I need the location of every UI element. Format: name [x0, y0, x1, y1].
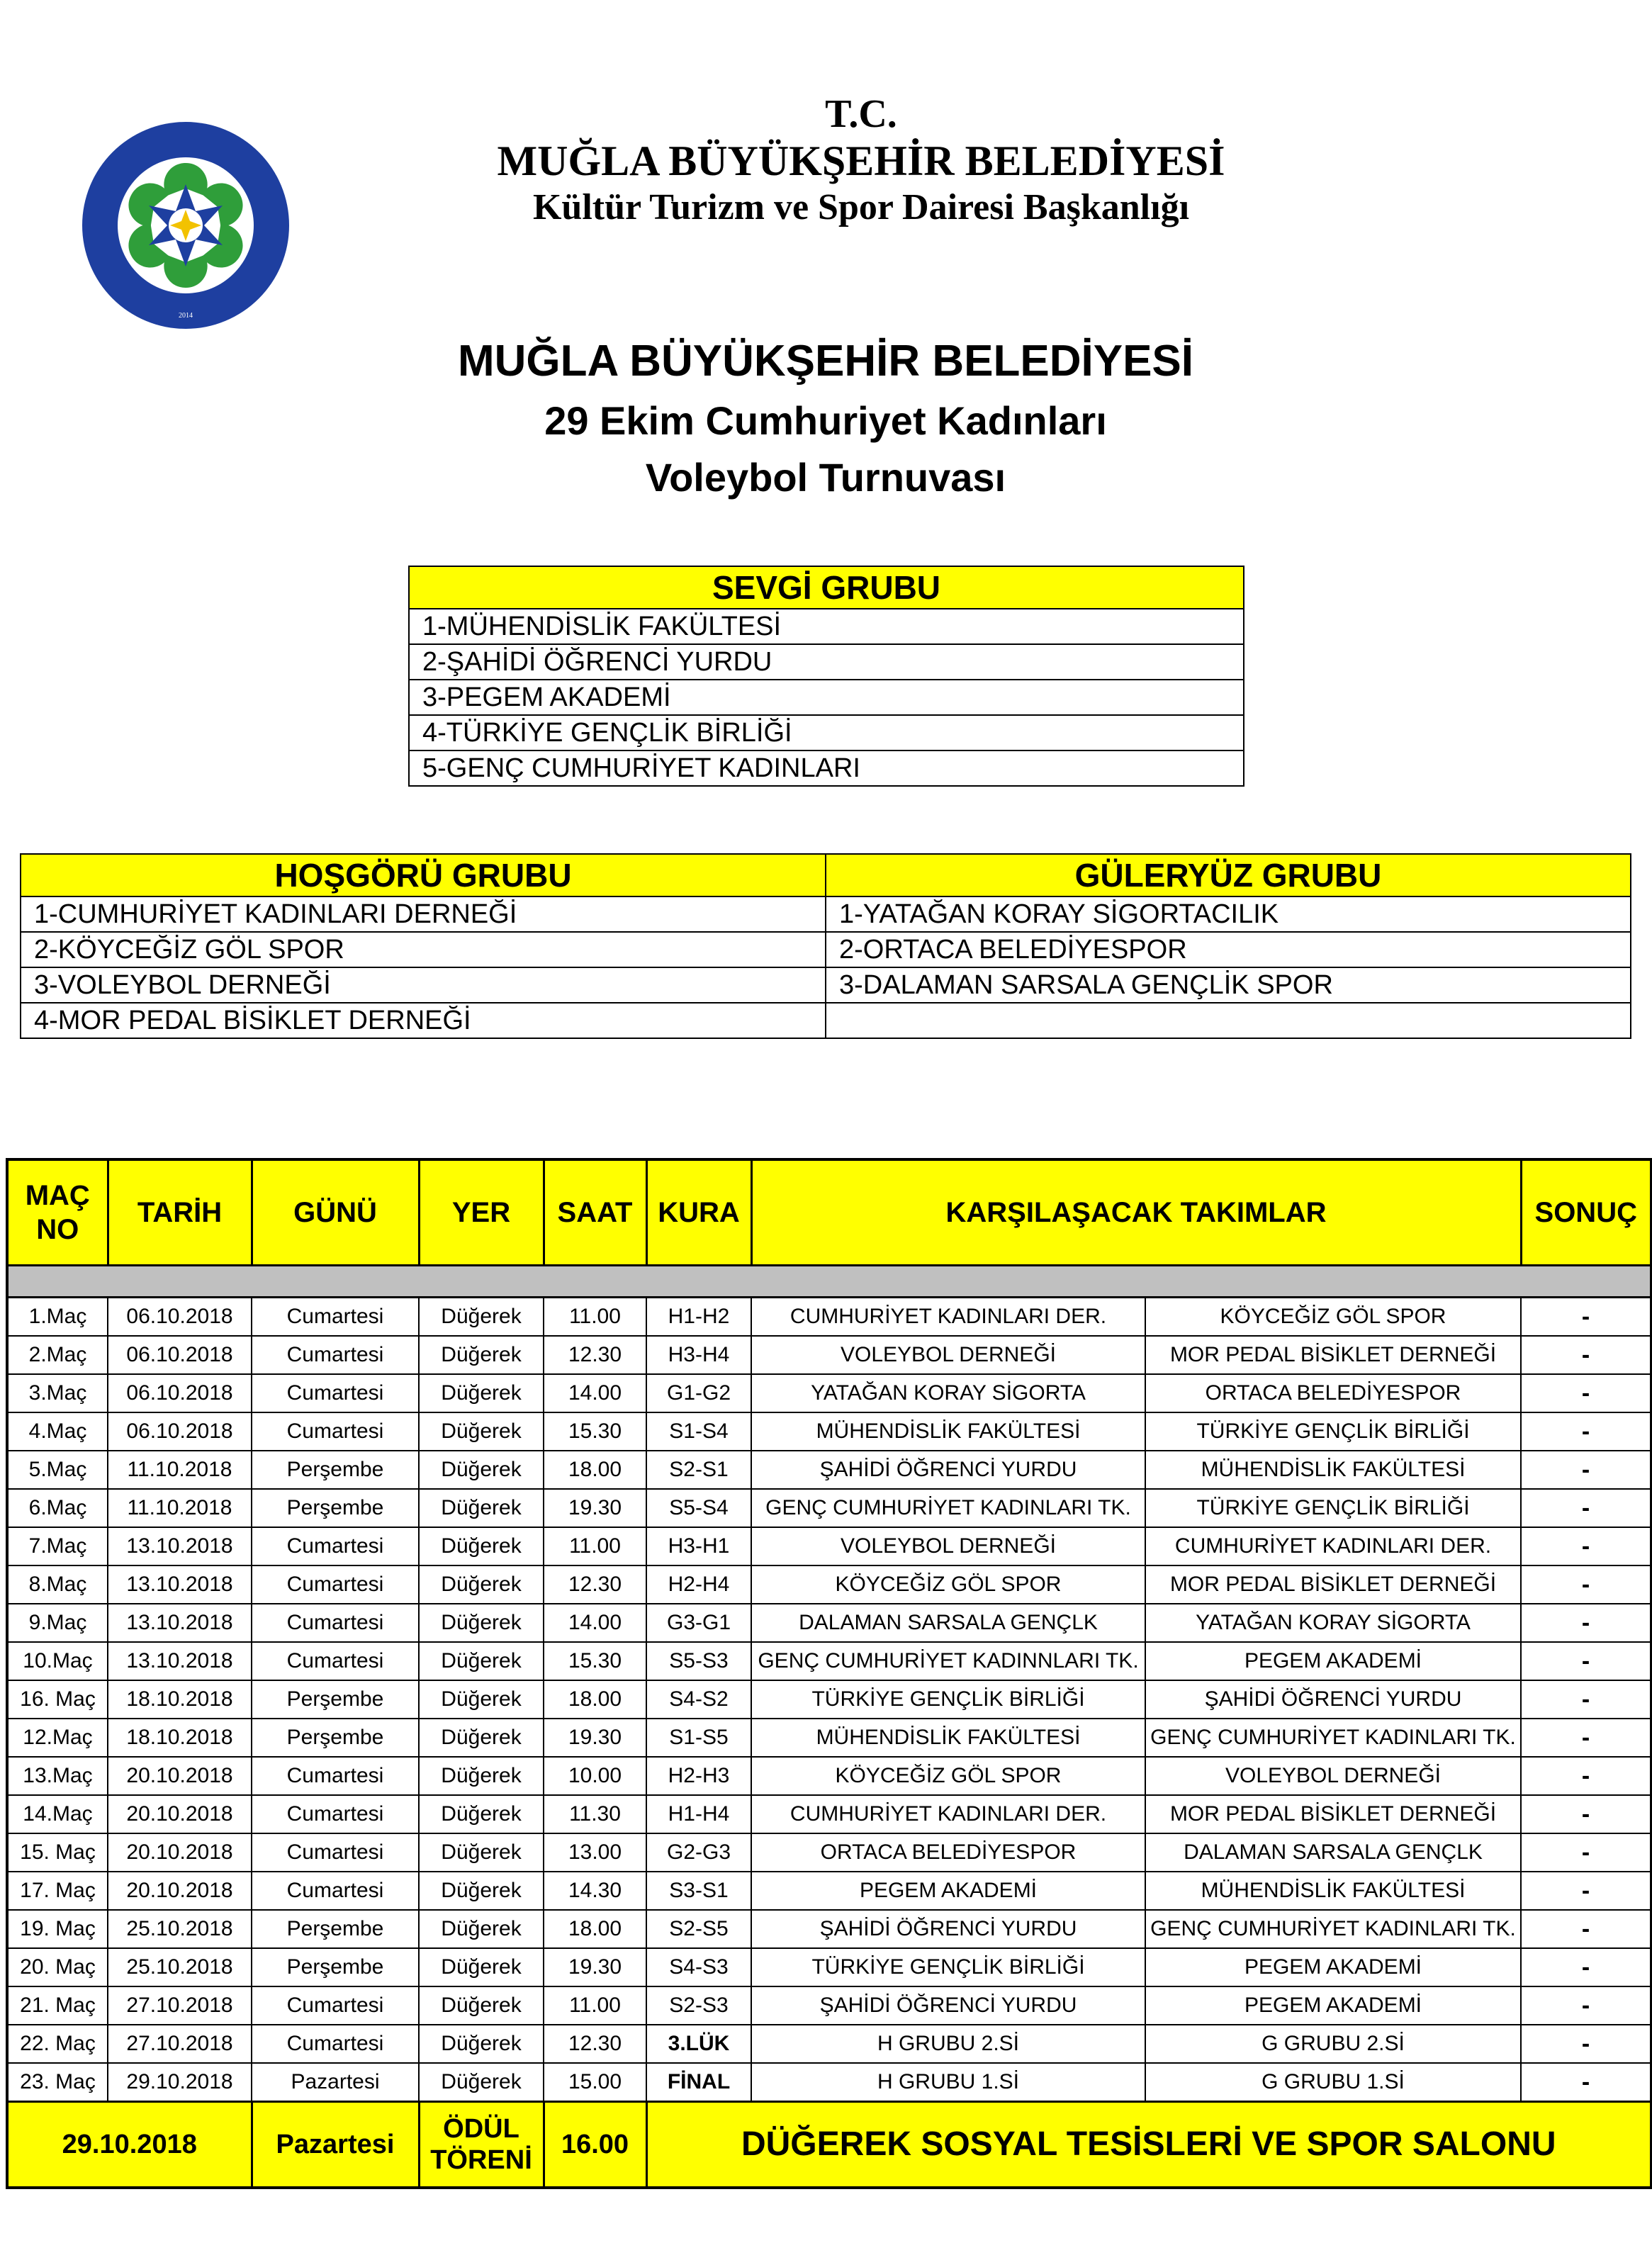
match-place: Düğerek [419, 1604, 544, 1642]
match-day: Cumartesi [252, 1757, 419, 1795]
home-team: VOLEYBOL DERNEĞİ [751, 1527, 1145, 1565]
match-result: - [1521, 1604, 1651, 1642]
match-result: - [1521, 1374, 1651, 1412]
match-draw: H2-H3 [646, 1757, 751, 1795]
group-team: 3-DALAMAN SARSALA GENÇLİK SPOR [826, 967, 1631, 1003]
match-date: 18.10.2018 [108, 1719, 252, 1757]
away-team: TÜRKİYE GENÇLİK BİRLİĞİ [1145, 1412, 1521, 1451]
match-date: 27.10.2018 [108, 2025, 252, 2063]
match-no: 8.Maç [7, 1565, 108, 1604]
match-date: 27.10.2018 [108, 1986, 252, 2025]
match-date: 20.10.2018 [108, 1757, 252, 1795]
match-time: 14.00 [544, 1604, 646, 1642]
match-date: 06.10.2018 [108, 1336, 252, 1374]
match-no: 21. Maç [7, 1986, 108, 2025]
away-team: PEGEM AKADEMİ [1145, 1986, 1521, 2025]
match-draw: S1-S5 [646, 1719, 751, 1757]
match-day: Pazartesi [252, 2063, 419, 2102]
match-day: Cumartesi [252, 1872, 419, 1910]
group-team: 1-YATAĞAN KORAY SİGORTACILIK [826, 896, 1631, 932]
doc-title-2: 29 Ekim Cumhuriyet Kadınları [544, 398, 1107, 443]
match-result: - [1521, 1680, 1651, 1719]
match-day: Cumartesi [252, 1336, 419, 1374]
match-time: 11.30 [544, 1795, 646, 1833]
match-day: Cumartesi [252, 1412, 419, 1451]
match-no: 17. Maç [7, 1872, 108, 1910]
match-draw: S2-S5 [646, 1910, 751, 1948]
match-time: 13.00 [544, 1833, 646, 1872]
away-team: GENÇ CUMHURİYET KADINLARI TK. [1145, 1910, 1521, 1948]
match-place: Düğerek [419, 1642, 544, 1680]
match-place: Düğerek [419, 1833, 544, 1872]
match-day: Perşembe [252, 1451, 419, 1489]
match-day: Cumartesi [252, 1604, 419, 1642]
home-team: YATAĞAN KORAY SİGORTA [751, 1374, 1145, 1412]
match-no: 1.Maç [7, 1298, 108, 1337]
match-day: Cumartesi [252, 1565, 419, 1604]
away-team: VOLEYBOL DERNEĞİ [1145, 1757, 1521, 1795]
match-no: 12.Maç [7, 1719, 108, 1757]
match-draw: G2-G3 [646, 1833, 751, 1872]
match-draw: S1-S4 [646, 1412, 751, 1451]
match-no: 7.Maç [7, 1527, 108, 1565]
col-header-gunu: GÜNÜ [252, 1159, 419, 1266]
home-team: MÜHENDİSLİK FAKÜLTESİ [751, 1412, 1145, 1451]
group-team: 3-VOLEYBOL DERNEĞİ [21, 967, 826, 1003]
doc-title-1: MUĞLA BÜYÜKŞEHİR BELEDİYESİ [457, 337, 1193, 386]
group-team: 2-ORTACA BELEDİYESPOR [826, 932, 1631, 967]
home-team: H GRUBU 2.Sİ [751, 2025, 1145, 2063]
away-team: GENÇ CUMHURİYET KADINLARI TK. [1145, 1719, 1521, 1757]
match-day: Cumartesi [252, 1795, 419, 1833]
home-team: ŞAHİDİ ÖĞRENCİ YURDU [751, 1451, 1145, 1489]
col-header-tarih: TARİH [108, 1159, 252, 1266]
group-team: 1-MÜHENDİSLİK FAKÜLTESİ [409, 609, 1244, 644]
table-row [7, 1719, 1651, 1757]
table-row [7, 1948, 1651, 1986]
away-team: MOR PEDAL BİSİKLET DERNEĞİ [1145, 1795, 1521, 1833]
table-row [7, 1642, 1651, 1680]
match-no: 23. Maç [7, 2063, 108, 2102]
home-team: CUMHURİYET KADINLARI DER. [751, 1298, 1145, 1337]
match-day: Perşembe [252, 1948, 419, 1986]
group-header: SEVGİ GRUBU [409, 566, 1244, 609]
match-day: Cumartesi [252, 1527, 419, 1565]
match-no: 4.Maç [7, 1412, 108, 1451]
match-time: 10.00 [544, 1757, 646, 1795]
match-place: Düğerek [419, 1757, 544, 1795]
match-no: 5.Maç [7, 1451, 108, 1489]
match-date: 18.10.2018 [108, 1680, 252, 1719]
match-place: Düğerek [419, 1336, 544, 1374]
match-no: 10.Maç [7, 1642, 108, 1680]
table-row [7, 1565, 1651, 1604]
match-place: Düğerek [419, 1451, 544, 1489]
logo-year: 2014 [179, 312, 193, 320]
match-draw: G3-G1 [646, 1604, 751, 1642]
match-no: 6.Maç [7, 1489, 108, 1527]
match-result: - [1521, 1757, 1651, 1795]
separator-row [7, 1266, 1651, 1298]
match-date: 20.10.2018 [108, 1872, 252, 1910]
table-row [7, 1680, 1651, 1719]
col-header-takimlar: KARŞILAŞACAK TAKIMLAR [751, 1159, 1521, 1266]
match-date: 13.10.2018 [108, 1604, 252, 1642]
col-header-mac-no: MAÇ NO [7, 1159, 108, 1266]
match-day: Cumartesi [252, 1833, 419, 1872]
table-row [7, 1336, 1651, 1374]
home-team: ŞAHİDİ ÖĞRENCİ YURDU [751, 1910, 1145, 1948]
match-result: - [1521, 1986, 1651, 2025]
away-team: TÜRKİYE GENÇLİK BİRLİĞİ [1145, 1489, 1521, 1527]
group-team: 5-GENÇ CUMHURİYET KADINLARI [409, 750, 1244, 786]
away-team: MOR PEDAL BİSİKLET DERNEĞİ [1145, 1336, 1521, 1374]
home-team: ŞAHİDİ ÖĞRENCİ YURDU [751, 1986, 1145, 2025]
match-draw: S2-S3 [646, 1986, 751, 2025]
away-team: ORTACA BELEDİYESPOR [1145, 1374, 1521, 1412]
home-team: VOLEYBOL DERNEĞİ [751, 1336, 1145, 1374]
match-date: 13.10.2018 [108, 1527, 252, 1565]
match-time: 11.00 [544, 1298, 646, 1337]
header-line-municipality: MUĞLA BÜYÜKŞEHİR BELEDİYESİ [497, 137, 1225, 184]
away-team: G GRUBU 2.Sİ [1145, 2025, 1521, 2063]
away-team: DALAMAN SARSALA GENÇLK [1145, 1833, 1521, 1872]
match-date: 20.10.2018 [108, 1833, 252, 1872]
home-team: PEGEM AKADEMİ [751, 1872, 1145, 1910]
home-team: H GRUBU 1.Sİ [751, 2063, 1145, 2102]
match-draw: S4-S2 [646, 1680, 751, 1719]
match-result: - [1521, 1565, 1651, 1604]
match-no: 20. Maç [7, 1948, 108, 1986]
match-result: - [1521, 1719, 1651, 1757]
match-date: 25.10.2018 [108, 1948, 252, 1986]
table-row [7, 1527, 1651, 1565]
match-result: - [1521, 2063, 1651, 2102]
match-place: Düğerek [419, 1910, 544, 1948]
match-place: Düğerek [419, 2063, 544, 2102]
away-team: KÖYCEĞİZ GÖL SPOR [1145, 1298, 1521, 1337]
match-time: 18.00 [544, 1910, 646, 1948]
match-place: Düğerek [419, 1948, 544, 1986]
match-result: - [1521, 1948, 1651, 1986]
match-result: - [1521, 1336, 1651, 1374]
match-date: 11.10.2018 [108, 1451, 252, 1489]
table-row [7, 1604, 1651, 1642]
table-row [7, 1757, 1651, 1795]
ceremony-venue: DÜĞEREK SOSYAL TESİSLERİ VE SPOR SALONU [646, 2102, 1651, 2188]
col-header-saat: SAAT [544, 1159, 646, 1266]
table-row [7, 2025, 1651, 2063]
table-row [7, 1795, 1651, 1833]
header-line-tc: T.C. [825, 92, 897, 136]
match-draw: S5-S4 [646, 1489, 751, 1527]
match-place: Düğerek [419, 1298, 544, 1337]
group-header: HOŞGÖRÜ GRUBU [21, 854, 826, 896]
match-draw: 3.LÜK [646, 2025, 751, 2063]
match-place: Düğerek [419, 1489, 544, 1527]
match-result: - [1521, 1872, 1651, 1910]
match-result: - [1521, 1451, 1651, 1489]
schedule-body [7, 1298, 1651, 2102]
match-place: Düğerek [419, 1872, 544, 1910]
ceremony-day: Pazartesi [252, 2102, 419, 2188]
match-day: Cumartesi [252, 1374, 419, 1412]
match-draw: H3-H4 [646, 1336, 751, 1374]
match-time: 12.30 [544, 1336, 646, 1374]
match-date: 29.10.2018 [108, 2063, 252, 2102]
match-result: - [1521, 1489, 1651, 1527]
group-team: 2-ŞAHİDİ ÖĞRENCİ YURDU [409, 644, 1244, 680]
match-no: 2.Maç [7, 1336, 108, 1374]
away-team: MOR PEDAL BİSİKLET DERNEĞİ [1145, 1565, 1521, 1604]
table-row [7, 1872, 1651, 1910]
match-date: 25.10.2018 [108, 1910, 252, 1948]
away-team: PEGEM AKADEMİ [1145, 1948, 1521, 1986]
match-draw: G1-G2 [646, 1374, 751, 1412]
match-time: 19.30 [544, 1489, 646, 1527]
match-draw: H1-H4 [646, 1795, 751, 1833]
match-result: - [1521, 1527, 1651, 1565]
municipality-logo [79, 119, 292, 332]
home-team: GENÇ CUMHURİYET KADINLARI TK. [751, 1489, 1145, 1527]
match-time: 11.00 [544, 1527, 646, 1565]
match-no: 16. Maç [7, 1680, 108, 1719]
group-team: 3-PEGEM AKADEMİ [409, 680, 1244, 715]
home-team: GENÇ CUMHURİYET KADINNLARI TK. [751, 1642, 1145, 1680]
match-day: Perşembe [252, 1910, 419, 1948]
match-date: 20.10.2018 [108, 1795, 252, 1833]
away-team: MÜHENDİSLİK FAKÜLTESİ [1145, 1451, 1521, 1489]
group-team: 1-CUMHURİYET KADINLARI DERNEĞİ [21, 896, 826, 932]
match-time: 14.00 [544, 1374, 646, 1412]
away-team: ŞAHİDİ ÖĞRENCİ YURDU [1145, 1680, 1521, 1719]
match-place: Düğerek [419, 2025, 544, 2063]
match-no: 13.Maç [7, 1757, 108, 1795]
match-place: Düğerek [419, 1719, 544, 1757]
match-no: 15. Maç [7, 1833, 108, 1872]
group-header: GÜLERYÜZ GRUBU [826, 854, 1631, 896]
match-date: 06.10.2018 [108, 1374, 252, 1412]
match-draw: H3-H1 [646, 1527, 751, 1565]
match-time: 11.00 [544, 1986, 646, 2025]
match-day: Cumartesi [252, 1298, 419, 1337]
table-row [7, 1910, 1651, 1948]
table-row [7, 1374, 1651, 1412]
match-no: 22. Maç [7, 2025, 108, 2063]
away-team: MÜHENDİSLİK FAKÜLTESİ [1145, 1872, 1521, 1910]
match-draw: S5-S3 [646, 1642, 751, 1680]
match-no: 19. Maç [7, 1910, 108, 1948]
match-date: 06.10.2018 [108, 1412, 252, 1451]
table-row [7, 1489, 1651, 1527]
home-team: CUMHURİYET KADINLARI DER. [751, 1795, 1145, 1833]
group-team: 2-KÖYCEĞİZ GÖL SPOR [21, 932, 826, 967]
match-draw: H1-H2 [646, 1298, 751, 1337]
match-draw: S2-S1 [646, 1451, 751, 1489]
match-day: Perşembe [252, 1680, 419, 1719]
match-day: Perşembe [252, 1489, 419, 1527]
table-row [7, 1451, 1651, 1489]
match-day: Cumartesi [252, 1986, 419, 2025]
group-team: 4-MOR PEDAL BİSİKLET DERNEĞİ [21, 1003, 826, 1038]
match-date: 11.10.2018 [108, 1489, 252, 1527]
match-day: Cumartesi [252, 2025, 419, 2063]
match-date: 13.10.2018 [108, 1642, 252, 1680]
match-result: - [1521, 1795, 1651, 1833]
match-place: Düğerek [419, 1565, 544, 1604]
match-time: 15.30 [544, 1642, 646, 1680]
home-team: KÖYCEĞİZ GÖL SPOR [751, 1565, 1145, 1604]
match-time: 14.30 [544, 1872, 646, 1910]
match-result: - [1521, 1910, 1651, 1948]
ceremony-time: 16.00 [544, 2102, 646, 2188]
away-team: G GRUBU 1.Sİ [1145, 2063, 1521, 2102]
match-result: - [1521, 1412, 1651, 1451]
table-row [7, 1986, 1651, 2025]
hosgoru-guleryuz-table [20, 853, 1631, 1039]
match-result: - [1521, 1833, 1651, 1872]
match-draw: S4-S3 [646, 1948, 751, 1986]
match-day: Cumartesi [252, 1642, 419, 1680]
match-time: 15.00 [544, 2063, 646, 2102]
match-no: 14.Maç [7, 1795, 108, 1833]
match-draw: FİNAL [646, 2063, 751, 2102]
match-time: 18.00 [544, 1680, 646, 1719]
home-team: TÜRKİYE GENÇLİK BİRLİĞİ [751, 1680, 1145, 1719]
match-result: - [1521, 2025, 1651, 2063]
sevgi-group-table [408, 566, 1244, 787]
match-time: 12.30 [544, 1565, 646, 1604]
col-header-yer: YER [419, 1159, 544, 1266]
match-time: 18.00 [544, 1451, 646, 1489]
match-result: - [1521, 1642, 1651, 1680]
match-day: Perşembe [252, 1719, 419, 1757]
match-date: 13.10.2018 [108, 1565, 252, 1604]
match-draw: S3-S1 [646, 1872, 751, 1910]
match-place: Düğerek [419, 1795, 544, 1833]
table-row [7, 1298, 1651, 1337]
match-place: Düğerek [419, 1374, 544, 1412]
match-time: 12.30 [544, 2025, 646, 2063]
home-team: MÜHENDİSLİK FAKÜLTESİ [751, 1719, 1145, 1757]
away-team: PEGEM AKADEMİ [1145, 1642, 1521, 1680]
group-team [826, 1003, 1631, 1038]
away-team: YATAĞAN KORAY SİGORTA [1145, 1604, 1521, 1642]
match-time: 19.30 [544, 1719, 646, 1757]
ceremony-event: ÖDÜL TÖRENİ [419, 2102, 544, 2188]
match-no: 3.Maç [7, 1374, 108, 1412]
match-schedule-table [6, 1158, 1652, 2189]
match-result: - [1521, 1298, 1651, 1337]
match-place: Düğerek [419, 1680, 544, 1719]
home-team: DALAMAN SARSALA GENÇLK [751, 1604, 1145, 1642]
table-row [7, 2063, 1651, 2102]
home-team: KÖYCEĞİZ GÖL SPOR [751, 1757, 1145, 1795]
match-place: Düğerek [419, 1412, 544, 1451]
table-row [7, 1833, 1651, 1872]
match-time: 19.30 [544, 1948, 646, 1986]
match-place: Düğerek [419, 1986, 544, 2025]
group-team: 4-TÜRKİYE GENÇLİK BİRLİĞİ [409, 715, 1244, 750]
header-line-department: Kültür Turizm ve Spor Dairesi Başkanlığı [532, 187, 1190, 227]
home-team: ORTACA BELEDİYESPOR [751, 1833, 1145, 1872]
table-row [7, 1412, 1651, 1451]
match-time: 15.30 [544, 1412, 646, 1451]
match-no: 9.Maç [7, 1604, 108, 1642]
match-place: Düğerek [419, 1527, 544, 1565]
ceremony-date: 29.10.2018 [7, 2102, 252, 2188]
col-header-sonuc: SONUÇ [1521, 1159, 1651, 1266]
home-team: TÜRKİYE GENÇLİK BİRLİĞİ [751, 1948, 1145, 1986]
away-team: CUMHURİYET KADINLARI DER. [1145, 1527, 1521, 1565]
match-date: 06.10.2018 [108, 1298, 252, 1337]
doc-title-3: Voleybol Turnuvası [645, 455, 1006, 500]
match-draw: H2-H4 [646, 1565, 751, 1604]
col-header-kura: KURA [646, 1159, 751, 1266]
